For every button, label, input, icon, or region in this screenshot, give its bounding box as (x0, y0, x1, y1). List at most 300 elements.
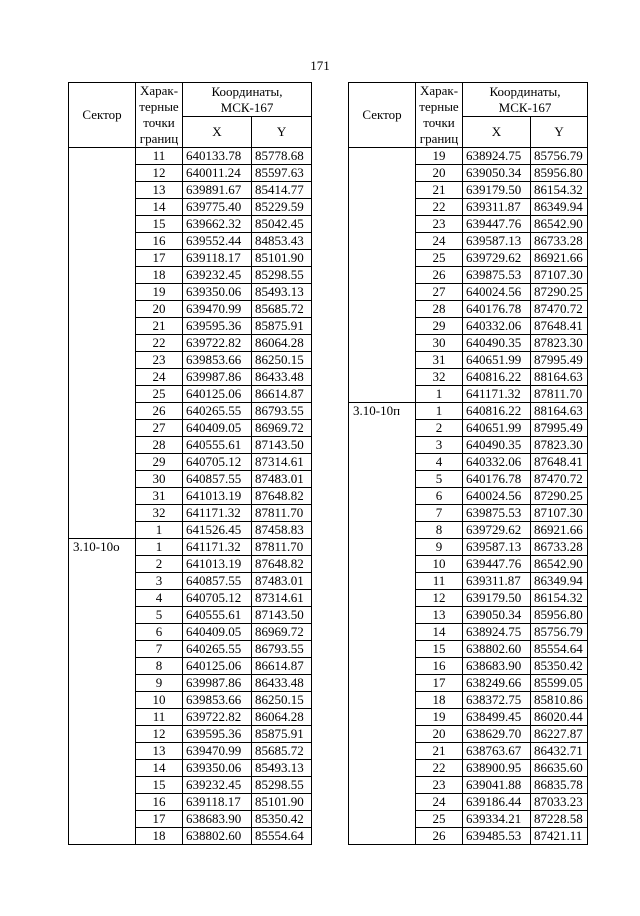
sector-cell (349, 471, 416, 488)
y-coordinate-cell: 86733.28 (531, 539, 588, 556)
table-row (349, 658, 588, 675)
point-number-cell: 12 (136, 165, 183, 182)
point-number-cell: 1 (136, 539, 183, 556)
sector-cell (69, 471, 136, 488)
sector-cell (69, 386, 136, 403)
y-coordinate-cell: 87314.61 (252, 454, 312, 471)
sector-cell (349, 148, 416, 165)
sector-cell (69, 437, 136, 454)
y-coordinate-cell: 86433.48 (252, 369, 312, 386)
table-row (69, 505, 312, 522)
x-coordinate-cell: 640409.05 (183, 624, 252, 641)
point-number-cell: 14 (136, 199, 183, 216)
point-number-cell: 24 (416, 233, 463, 250)
table-row (349, 250, 588, 267)
x-coordinate-cell: 639041.88 (463, 777, 531, 794)
point-number-cell: 28 (416, 301, 463, 318)
x-coordinate-cell: 640490.35 (463, 437, 531, 454)
x-coordinate-cell: 639447.76 (463, 216, 531, 233)
table-row (349, 522, 588, 539)
sector-cell (349, 590, 416, 607)
y-coordinate-cell: 87143.50 (252, 437, 312, 454)
table-row (69, 573, 312, 590)
point-number-cell: 2 (136, 556, 183, 573)
x-coordinate-cell: 639350.06 (183, 284, 252, 301)
point-number-cell: 30 (136, 471, 183, 488)
x-coordinate-cell: 640176.78 (463, 301, 531, 318)
table-row (69, 777, 312, 794)
table-row (69, 284, 312, 301)
x-header: X (183, 117, 252, 148)
sector-cell (69, 216, 136, 233)
point-number-cell: 23 (136, 352, 183, 369)
table-row (349, 505, 588, 522)
x-coordinate-cell: 638924.75 (463, 148, 531, 165)
table-row (69, 199, 312, 216)
x-coordinate-cell: 639186.44 (463, 794, 531, 811)
sector-cell (69, 641, 136, 658)
point-number-cell: 18 (136, 828, 183, 845)
table-row (349, 403, 588, 420)
x-coordinate-cell: 640024.56 (463, 284, 531, 301)
point-number-cell: 26 (416, 267, 463, 284)
y-coordinate-cell: 85298.55 (252, 267, 312, 284)
table-row (349, 335, 588, 352)
y-coordinate-cell: 87143.50 (252, 607, 312, 624)
point-number-cell: 4 (136, 590, 183, 607)
point-number-cell: 12 (136, 726, 183, 743)
table-row (69, 267, 312, 284)
sector-cell (349, 556, 416, 573)
sector-cell (349, 641, 416, 658)
sector-cell (349, 335, 416, 352)
points-header (136, 83, 183, 148)
sector-cell (349, 794, 416, 811)
x-coordinate-cell: 639470.99 (183, 743, 252, 760)
sector-cell (69, 777, 136, 794)
y-coordinate-cell: 86921.66 (531, 250, 588, 267)
y-coordinate-cell: 86432.71 (531, 743, 588, 760)
table-header (349, 83, 588, 148)
y-coordinate-cell: 86969.72 (252, 624, 312, 641)
y-coordinate-cell: 85956.80 (531, 607, 588, 624)
sector-cell (349, 318, 416, 335)
sector-cell (69, 658, 136, 675)
y-coordinate-cell: 87033.23 (531, 794, 588, 811)
table-row (69, 828, 312, 845)
point-number-cell: 17 (136, 250, 183, 267)
coordinates-header-line: МСК-167 (220, 99, 274, 115)
y-coordinate-cell: 87107.30 (531, 505, 588, 522)
point-number-cell: 27 (416, 284, 463, 301)
table-row (69, 420, 312, 437)
point-number-cell: 31 (416, 352, 463, 369)
x-coordinate-cell: 640125.06 (183, 386, 252, 403)
sector-cell (69, 182, 136, 199)
point-number-cell: 9 (416, 539, 463, 556)
table-row (349, 743, 588, 760)
point-number-cell: 26 (416, 828, 463, 845)
sector-cell (349, 301, 416, 318)
table-row (69, 318, 312, 335)
x-coordinate-cell: 640705.12 (183, 590, 252, 607)
sector-cell (349, 352, 416, 369)
y-coordinate-cell: 86614.87 (252, 386, 312, 403)
table-header (69, 83, 312, 148)
y-coordinate-cell: 85554.64 (252, 828, 312, 845)
x-coordinate-cell: 640133.78 (183, 148, 252, 165)
point-number-cell: 10 (416, 556, 463, 573)
sector-cell (69, 624, 136, 641)
table-row (69, 692, 312, 709)
x-coordinate-cell: 639350.06 (183, 760, 252, 777)
point-number-cell: 20 (416, 165, 463, 182)
y-coordinate-cell: 87107.30 (531, 267, 588, 284)
point-number-cell: 4 (416, 454, 463, 471)
x-coordinate-cell: 639485.53 (463, 828, 531, 845)
sector-cell (69, 233, 136, 250)
point-number-cell: 10 (136, 692, 183, 709)
y-coordinate-cell: 87811.70 (252, 505, 312, 522)
x-coordinate-cell: 639875.53 (463, 267, 531, 284)
sector-cell (69, 607, 136, 624)
table-row (349, 556, 588, 573)
point-number-cell: 30 (416, 335, 463, 352)
table-row (69, 250, 312, 267)
point-number-cell: 22 (416, 760, 463, 777)
y-coordinate-cell: 86542.90 (531, 556, 588, 573)
sector-cell (69, 709, 136, 726)
y-coordinate-cell: 87290.25 (531, 488, 588, 505)
point-number-cell: 17 (416, 675, 463, 692)
table-row (69, 658, 312, 675)
x-coordinate-cell: 638499.45 (463, 709, 531, 726)
point-number-cell: 13 (416, 607, 463, 624)
coordinates-header-line: МСК-167 (498, 99, 552, 115)
point-number-cell: 18 (416, 692, 463, 709)
sector-cell (69, 420, 136, 437)
table-row (349, 692, 588, 709)
x-coordinate-cell: 639987.86 (183, 675, 252, 692)
point-number-cell: 22 (136, 335, 183, 352)
table-row (349, 318, 588, 335)
x-coordinate-cell: 640265.55 (183, 641, 252, 658)
x-coordinate-cell: 641171.32 (183, 539, 252, 556)
point-number-cell: 14 (416, 624, 463, 641)
table-row (349, 573, 588, 590)
point-number-cell: 24 (416, 794, 463, 811)
x-coordinate-cell: 639853.66 (183, 352, 252, 369)
table-row (349, 369, 588, 386)
x-coordinate-cell: 639334.21 (463, 811, 531, 828)
point-number-cell: 9 (136, 675, 183, 692)
x-coordinate-cell: 640125.06 (183, 658, 252, 675)
points-header-line: терные (139, 99, 179, 114)
sector-cell (349, 182, 416, 199)
point-number-cell: 3 (136, 573, 183, 590)
sector-cell (69, 743, 136, 760)
y-coordinate-cell: 87421.11 (531, 828, 588, 845)
sector-header: Сектор (69, 83, 136, 148)
point-number-cell: 21 (416, 743, 463, 760)
sector-cell (69, 522, 136, 539)
table-row (69, 488, 312, 505)
table-row (69, 556, 312, 573)
table-row (69, 233, 312, 250)
x-coordinate-cell: 639050.34 (463, 607, 531, 624)
table-row (349, 760, 588, 777)
y-coordinate-cell: 87483.01 (252, 471, 312, 488)
x-coordinate-cell: 640555.61 (183, 607, 252, 624)
sector-cell (69, 505, 136, 522)
x-coordinate-cell: 640705.12 (183, 454, 252, 471)
point-number-cell: 32 (136, 505, 183, 522)
x-coordinate-cell: 639587.13 (463, 539, 531, 556)
sector-cell (349, 454, 416, 471)
y-coordinate-cell: 86250.15 (252, 352, 312, 369)
x-coordinate-cell: 640816.22 (463, 369, 531, 386)
table-row (349, 624, 588, 641)
point-number-cell: 11 (136, 709, 183, 726)
point-number-cell: 3 (416, 437, 463, 454)
x-coordinate-cell: 639179.50 (463, 590, 531, 607)
sector-header: Сектор (349, 83, 416, 148)
page-number: 171 (310, 58, 330, 73)
x-header: X (463, 117, 531, 148)
table-row (69, 760, 312, 777)
table-row (69, 522, 312, 539)
point-number-cell: 2 (416, 420, 463, 437)
y-header: Y (252, 117, 312, 148)
y-coordinate-cell: 86793.55 (252, 641, 312, 658)
table-row (69, 182, 312, 199)
y-coordinate-cell: 87648.82 (252, 556, 312, 573)
y-coordinate-cell: 85778.68 (252, 148, 312, 165)
y-coordinate-cell: 85493.13 (252, 284, 312, 301)
point-number-cell: 21 (136, 318, 183, 335)
sector-cell (349, 624, 416, 641)
x-coordinate-cell: 638763.67 (463, 743, 531, 760)
y-coordinate-cell: 84853.43 (252, 233, 312, 250)
y-coordinate-cell: 85956.80 (531, 165, 588, 182)
table-row (69, 590, 312, 607)
sector-cell (349, 675, 416, 692)
x-coordinate-cell: 639587.13 (463, 233, 531, 250)
points-header (416, 83, 463, 148)
x-coordinate-cell: 639552.44 (183, 233, 252, 250)
point-number-cell: 32 (416, 369, 463, 386)
x-coordinate-cell: 639891.67 (183, 182, 252, 199)
table-row (69, 641, 312, 658)
sector-cell (349, 199, 416, 216)
point-number-cell: 15 (136, 216, 183, 233)
x-coordinate-cell: 640651.99 (463, 420, 531, 437)
x-coordinate-cell: 639775.40 (183, 199, 252, 216)
table-row (349, 641, 588, 658)
y-coordinate-cell: 87470.72 (531, 301, 588, 318)
y-coordinate-cell: 85685.72 (252, 743, 312, 760)
point-number-cell: 29 (416, 318, 463, 335)
y-coordinate-cell: 85042.45 (252, 216, 312, 233)
x-coordinate-cell: 640490.35 (463, 335, 531, 352)
x-coordinate-cell: 641171.32 (463, 386, 531, 403)
x-coordinate-cell: 639729.62 (463, 250, 531, 267)
x-coordinate-cell: 641171.32 (183, 505, 252, 522)
points-header-line: точки (143, 115, 175, 130)
coordinates-header (463, 83, 588, 117)
table-body (69, 148, 312, 845)
table-row (349, 352, 588, 369)
table-row (349, 284, 588, 301)
x-coordinate-cell: 639050.34 (463, 165, 531, 182)
y-coordinate-cell: 87995.49 (531, 420, 588, 437)
y-coordinate-cell: 85810.86 (531, 692, 588, 709)
y-coordinate-cell: 87483.01 (252, 573, 312, 590)
table-row (69, 403, 312, 420)
table-row (69, 437, 312, 454)
point-number-cell: 31 (136, 488, 183, 505)
y-coordinate-cell: 88164.63 (531, 369, 588, 386)
sector-cell (349, 420, 416, 437)
table-row (349, 590, 588, 607)
point-number-cell: 25 (416, 250, 463, 267)
sector-cell (349, 369, 416, 386)
y-coordinate-cell: 86154.32 (531, 182, 588, 199)
x-coordinate-cell: 639118.17 (183, 250, 252, 267)
table-row (349, 709, 588, 726)
point-number-cell: 19 (416, 709, 463, 726)
point-number-cell: 27 (136, 420, 183, 437)
x-coordinate-cell: 639853.66 (183, 692, 252, 709)
table-row (349, 199, 588, 216)
coordinates-header-line: Координаты, (211, 83, 283, 99)
y-coordinate-cell: 85229.59 (252, 199, 312, 216)
table-row (69, 624, 312, 641)
sector-cell (349, 505, 416, 522)
table-row (69, 335, 312, 352)
y-coordinate-cell: 86064.28 (252, 709, 312, 726)
table-row (69, 352, 312, 369)
sector-cell (69, 403, 136, 420)
table-row (349, 811, 588, 828)
y-coordinate-cell: 85599.05 (531, 675, 588, 692)
table-row (69, 301, 312, 318)
point-number-cell: 28 (136, 437, 183, 454)
sector-cell (349, 811, 416, 828)
point-number-cell: 13 (136, 743, 183, 760)
point-number-cell: 20 (416, 726, 463, 743)
sector-cell (349, 165, 416, 182)
sector-cell (69, 267, 136, 284)
point-number-cell: 12 (416, 590, 463, 607)
sector-cell (69, 318, 136, 335)
y-coordinate-cell: 86064.28 (252, 335, 312, 352)
y-coordinate-cell: 87823.30 (531, 335, 588, 352)
x-coordinate-cell: 639595.36 (183, 726, 252, 743)
x-coordinate-cell: 640024.56 (463, 488, 531, 505)
table-row (349, 777, 588, 794)
point-number-cell: 19 (416, 148, 463, 165)
sector-cell (349, 777, 416, 794)
sector-cell (69, 760, 136, 777)
sector-cell (349, 522, 416, 539)
table-row (349, 488, 588, 505)
y-coordinate-cell: 87648.41 (531, 318, 588, 335)
x-coordinate-cell: 640816.22 (463, 403, 531, 420)
x-coordinate-cell: 641013.19 (183, 488, 252, 505)
table-row (349, 794, 588, 811)
point-number-cell: 14 (136, 760, 183, 777)
x-coordinate-cell: 639311.87 (463, 199, 531, 216)
y-coordinate-cell: 86154.32 (531, 590, 588, 607)
sector-cell (349, 760, 416, 777)
point-number-cell: 16 (136, 794, 183, 811)
x-coordinate-cell: 638802.60 (183, 828, 252, 845)
table-row (69, 794, 312, 811)
sector-cell (69, 556, 136, 573)
point-number-cell: 26 (136, 403, 183, 420)
table-row (349, 267, 588, 284)
sector-cell (69, 590, 136, 607)
sector-cell (349, 828, 416, 845)
y-coordinate-cell: 86635.60 (531, 760, 588, 777)
sector-cell (349, 488, 416, 505)
point-number-cell: 11 (416, 573, 463, 590)
y-coordinate-cell: 86227.87 (531, 726, 588, 743)
point-number-cell: 5 (416, 471, 463, 488)
x-coordinate-cell: 639470.99 (183, 301, 252, 318)
point-number-cell: 20 (136, 301, 183, 318)
y-coordinate-cell: 85493.13 (252, 760, 312, 777)
y-coordinate-cell: 87470.72 (531, 471, 588, 488)
x-coordinate-cell: 639875.53 (463, 505, 531, 522)
y-coordinate-cell: 86433.48 (252, 675, 312, 692)
points-header-line: границ (419, 131, 459, 146)
point-number-cell: 25 (416, 811, 463, 828)
point-number-cell: 1 (416, 403, 463, 420)
point-number-cell: 16 (136, 233, 183, 250)
x-coordinate-cell: 638900.95 (463, 760, 531, 777)
y-coordinate-cell: 86614.87 (252, 658, 312, 675)
table-row (69, 454, 312, 471)
point-number-cell: 23 (416, 777, 463, 794)
y-coordinate-cell: 85756.79 (531, 148, 588, 165)
y-coordinate-cell: 88164.63 (531, 403, 588, 420)
y-coordinate-cell: 85350.42 (531, 658, 588, 675)
y-coordinate-cell: 85685.72 (252, 301, 312, 318)
table-row (69, 709, 312, 726)
table-row (69, 216, 312, 233)
point-number-cell: 15 (416, 641, 463, 658)
coordinates-header-line: Координаты, (489, 83, 561, 99)
point-number-cell: 22 (416, 199, 463, 216)
x-coordinate-cell: 640332.06 (463, 318, 531, 335)
y-coordinate-cell: 86349.94 (531, 573, 588, 590)
table-row (69, 165, 312, 182)
points-header-line: Харак- (139, 83, 179, 98)
sector-cell (349, 692, 416, 709)
points-header-line: точки (423, 115, 455, 130)
sector-cell (69, 675, 136, 692)
y-coordinate-cell: 86835.78 (531, 777, 588, 794)
points-header-line: Харак- (419, 83, 459, 98)
x-coordinate-cell: 638802.60 (463, 641, 531, 658)
coordinates-table-left (68, 82, 312, 845)
table-row (69, 369, 312, 386)
sector-cell (69, 573, 136, 590)
table-row (349, 828, 588, 845)
point-number-cell: 1 (416, 386, 463, 403)
